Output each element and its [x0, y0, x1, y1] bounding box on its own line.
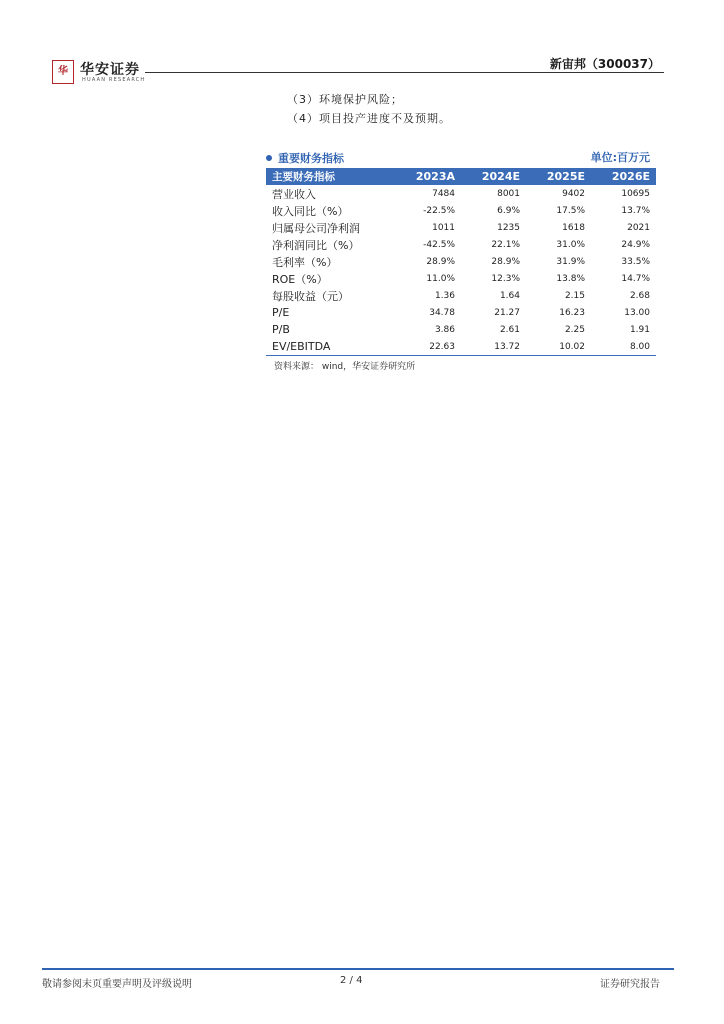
company-logo	[52, 60, 74, 84]
table-cell: -22.5%	[423, 205, 455, 216]
column-header: 主要财务指标	[266, 168, 396, 185]
table-cell: 31.0%	[556, 239, 585, 250]
row-label: EV/EBITDA	[266, 338, 396, 356]
row-label: ROE（%）	[272, 272, 328, 286]
table-row	[266, 253, 656, 270]
table-row	[266, 321, 656, 338]
table-cell: 9402	[562, 188, 585, 199]
table-row	[266, 236, 656, 253]
table-cell: 12.3%	[491, 273, 520, 284]
column-header: 2023A	[396, 168, 461, 185]
table-cell: 1618	[562, 222, 585, 233]
row-label: 毛利率（%）	[272, 255, 338, 269]
table-cell: 28.9%	[426, 256, 455, 267]
table-row	[266, 219, 656, 236]
table-cell: 17.5%	[556, 205, 585, 216]
table-cell: 1235	[497, 222, 520, 233]
table-cell: 22.63	[396, 338, 461, 356]
table-row	[266, 304, 656, 321]
logo-glyph: 华	[58, 66, 68, 77]
table-title-text: 重要财务指标	[278, 152, 344, 165]
table-header-row	[266, 168, 656, 185]
table-cell: 13.72	[461, 338, 526, 356]
table-cell: 7484	[432, 188, 455, 199]
table-row	[266, 202, 656, 219]
table-cell: 33.5%	[621, 256, 650, 267]
table-cell: 11.0%	[426, 273, 455, 284]
table-cell: 1.36	[434, 290, 455, 301]
table-cell: 2021	[627, 222, 650, 233]
table-cell: 3.86	[434, 324, 455, 335]
table-cell: 6.9%	[497, 205, 520, 216]
stock-code: 新宙邦（300037）	[549, 57, 660, 71]
row-label: 归属母公司净利润	[272, 221, 360, 235]
table-row	[266, 185, 656, 202]
row-label: 营业收入	[272, 187, 316, 201]
table-cell: 2.15	[564, 290, 585, 301]
table-unit: 单位:百万元	[590, 151, 650, 164]
column-header: 2025E	[526, 168, 591, 185]
footer-disclaimer: 敬请参阅末页重要声明及评级说明	[42, 979, 192, 990]
table-cell: 2.68	[629, 290, 650, 301]
row-label: 每股收益（元）	[272, 289, 349, 303]
column-header: 2024E	[461, 168, 526, 185]
table-title-row	[266, 148, 656, 168]
row-label: 净利润同比（%）	[272, 238, 360, 252]
table-cell: 31.9%	[556, 256, 585, 267]
financial-table-section	[266, 148, 656, 372]
table-cell: 2.25	[564, 324, 585, 335]
report-type: 证券研究报告	[600, 979, 660, 990]
table-cell: 13.7%	[621, 205, 650, 216]
table-cell: 14.7%	[621, 273, 650, 284]
brand-name: 华安证券	[80, 62, 140, 78]
table-cell: 8.00	[591, 338, 656, 356]
table-cell: 13.8%	[556, 273, 585, 284]
column-header: 2026E	[591, 168, 656, 185]
table-cell: 13.00	[624, 307, 650, 318]
table-cell: 10.02	[526, 338, 591, 356]
footer-divider	[42, 968, 674, 970]
table-source-note: 资料来源： wind，华安证券研究所	[274, 362, 416, 372]
table-cell: 16.23	[559, 307, 585, 318]
table-cell: 8001	[497, 188, 520, 199]
page-number: 2 / 4	[340, 975, 363, 986]
header-divider	[145, 72, 664, 73]
risk-item-3: （3）环境保护风险；	[287, 93, 403, 106]
table-cell: 24.9%	[621, 239, 650, 250]
table-cell: -42.5%	[423, 239, 455, 250]
row-label: P/B	[272, 323, 290, 336]
table-cell: 2.61	[499, 324, 520, 335]
table-row	[266, 270, 656, 287]
table-cell: 10695	[621, 188, 650, 199]
brand-subtitle: HUAAN RESEARCH	[82, 77, 146, 83]
row-label: P/E	[272, 306, 290, 319]
bullet-icon	[266, 155, 272, 161]
table-row	[266, 338, 656, 356]
table-cell: 28.9%	[491, 256, 520, 267]
table-row	[266, 287, 656, 304]
table-cell: 21.27	[494, 307, 520, 318]
table-cell: 1.64	[499, 290, 520, 301]
financial-table	[266, 168, 656, 356]
table-cell: 22.1%	[491, 239, 520, 250]
risk-item-4: （4）项目投产进度不及预期。	[287, 112, 451, 125]
table-cell: 34.78	[429, 307, 455, 318]
table-cell: 1.91	[629, 324, 650, 335]
table-title	[266, 150, 344, 166]
row-label: 收入同比（%）	[272, 204, 349, 218]
table-cell: 1011	[432, 222, 455, 233]
